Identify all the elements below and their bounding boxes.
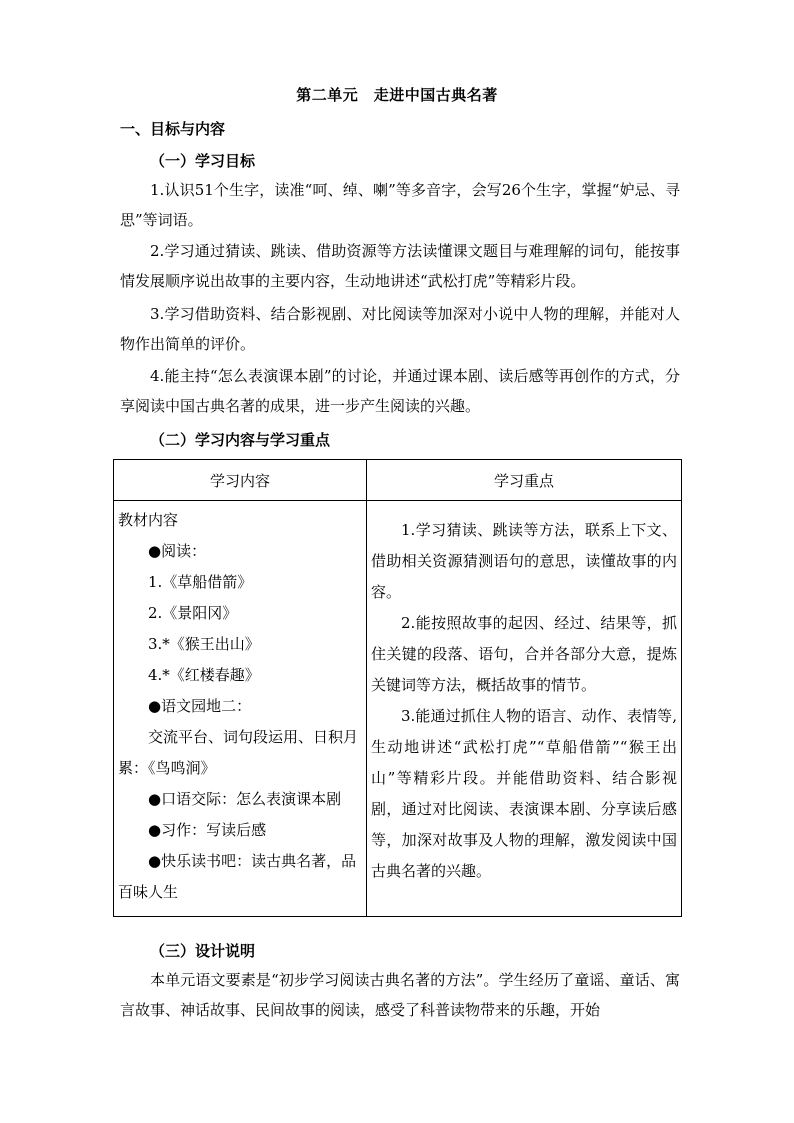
content-focus-table — [113, 459, 682, 917]
focus-cell — [367, 501, 682, 917]
subheading-content-focus: （二）学习内容与学习重点 — [150, 431, 331, 449]
lesson-item: 3.*《猴王出山》 — [148, 635, 260, 653]
reading-bar: ●快乐读书吧：读古典名著，品百味人生 — [118, 852, 357, 901]
reading-label: ●阅读： — [148, 542, 207, 560]
goal-item-4: 4.能主持“怎么表演课本剧”的讨论，并通过课本剧、读后感等再创作的方式，分享阅读中国古典名著的成果，进一步产生阅读的兴趣。 — [120, 367, 680, 415]
goal-item-3: 3.学习借助资料、结合影视剧、对比阅读等加深对小说中人物的理解，并能对人物作出简单的评价。 — [120, 305, 680, 353]
writing-task: ●习作：写读后感 — [148, 821, 267, 839]
table-header-row — [114, 460, 682, 501]
page-title: 第二单元 走进中国古典名著 — [296, 86, 498, 104]
garden-label: ●语文园地二： — [148, 697, 252, 715]
lesson-item: 2.《景阳冈》 — [148, 604, 238, 622]
focus-item-2: 2.能按照故事的起因、经过、结果等，抓住关键的段落、语句，合并各部分大意，提炼关键词等方法，概括故事的情节。 — [371, 614, 677, 694]
table-row — [114, 501, 682, 917]
goal-item-1: 1.认识51个生字，读准“呵、绰、喇”等多音字，会写26个生字，掌握“妒忌、寻思”等词语。 — [120, 181, 680, 229]
section-heading-goals-content: 一、目标与内容 — [120, 120, 226, 138]
lesson-item: 1.《草船借箭》 — [148, 573, 253, 591]
textbook-content-label: 教材内容 — [118, 511, 179, 529]
focus-item-1: 1.学习猜读、跳读等方法，联系上下文、借助相关资源猜测语句的意思，读懂故事的内容。 — [371, 521, 677, 601]
goal-item-2: 2.学习通过猜读、跳读、借助资源等方法读懂课文题目与难理解的词句，能按事情发展顺序说出故事的主要内容，生动地讲述“武松打虎”等精彩片段。 — [120, 242, 680, 290]
table-header-focus: 学习重点 — [367, 460, 682, 501]
garden-text: 交流平台、词句段运用、日积月累：《鸟鸣涧》 — [118, 728, 359, 777]
subheading-learning-goals: （一）学习目标 — [150, 152, 256, 170]
lesson-item: 4.*《红楼春趣》 — [148, 666, 260, 684]
subheading-design-notes: （三）设计说明 — [150, 942, 256, 960]
focus-item-3: 3.能通过抓住人物的语言、动作、表情等,生动地讲述“武松打虎”“草船借箭”“猴王出山”等精彩片段。并能借助资料、结合影视剧，通过对比阅读、表演课本剧、分享读后感等，加深对故事及人物的理解，激发阅读中国古典名著的兴趣。 — [371, 707, 677, 880]
oral-communication: ●口语交际：怎么表演课本剧 — [148, 790, 342, 808]
design-notes-text: 本单元语文要素是“初步学习阅读古典名著的方法”。学生经历了童谣、童话、寓言故事、神话故事、民间故事的阅读，感受了科普读物带来的乐趣，开始 — [120, 971, 680, 1019]
table-header-content: 学习内容 — [114, 460, 367, 501]
content-cell — [114, 501, 367, 917]
